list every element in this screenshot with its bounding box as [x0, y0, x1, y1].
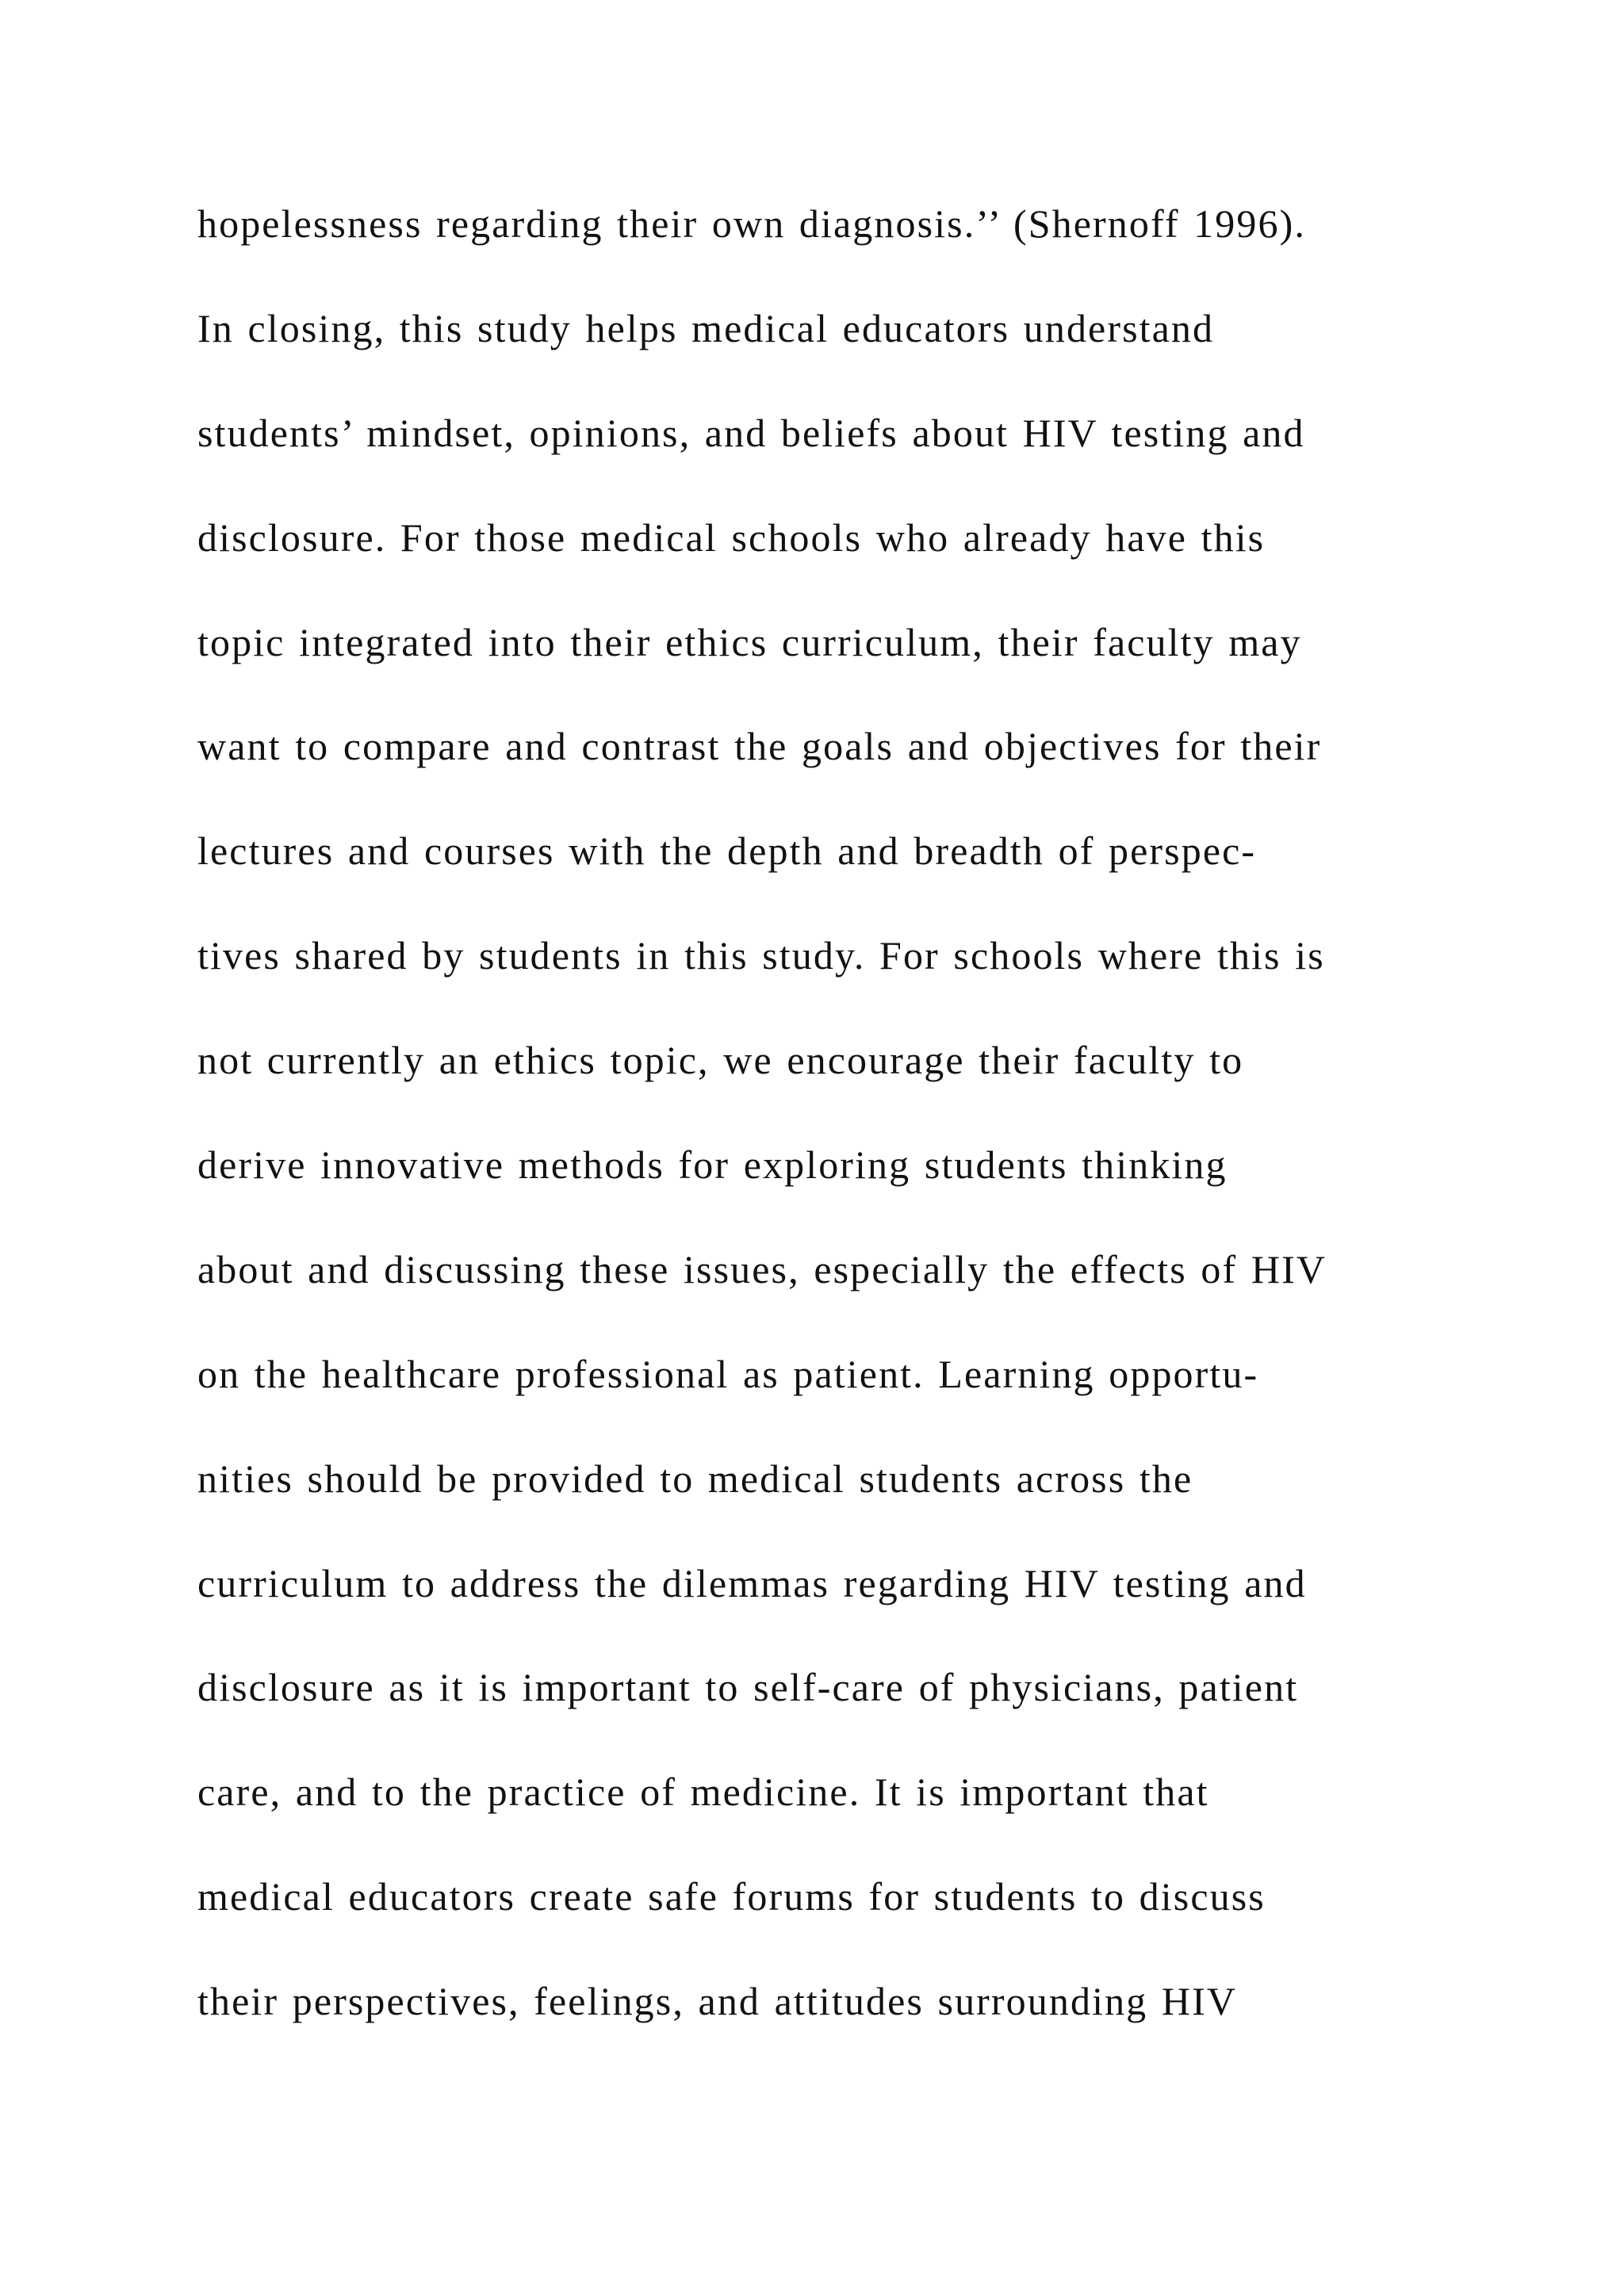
text-line: lectures and courses with the depth and breadth of perspec-	[197, 828, 1257, 874]
text-line: their perspectives, feelings, and attitudes surrounding HIV	[197, 1979, 1238, 2024]
text-line: about and discussing these issues, especially the effects of HIV	[197, 1246, 1327, 1292]
text-line: disclosure. For those medical schools who already have this	[197, 515, 1266, 560]
text-line: In closing, this study helps medical educators understand	[197, 305, 1215, 350]
text-line: care, and to the practice of medicine. It is important that	[197, 1770, 1209, 1815]
text-line: medical educators create safe forums for students to discuss	[197, 1874, 1266, 1919]
text-line: not currently an ethics topic, we encourage their faculty to	[197, 1038, 1244, 1083]
text-line: want to compare and contrast the goals and objectives for their	[197, 724, 1322, 769]
text-line: students’ mindset, opinions, and beliefs about HIV testing and	[197, 410, 1305, 455]
body-text	[197, 184, 1434, 2066]
text-line: topic integrated into their ethics curriculum, their faculty may	[197, 619, 1302, 664]
text-line: nities should be provided to medical students across the	[197, 1456, 1193, 1501]
text-line: tives shared by students in this study. For schools where this is	[197, 933, 1325, 978]
text-line: curriculum to address the dilemmas regarding HIV testing and	[197, 1560, 1307, 1605]
text-line: disclosure as it is important to self-care of physicians, patient	[197, 1665, 1299, 1710]
text-line: on the healthcare professional as patient. Learning opportu-	[197, 1351, 1259, 1396]
text-line: derive innovative methods for exploring students thinking	[197, 1142, 1228, 1188]
text-line: hopelessness regarding their own diagnosis.’’ (Shernoff 1996).	[197, 201, 1306, 246]
